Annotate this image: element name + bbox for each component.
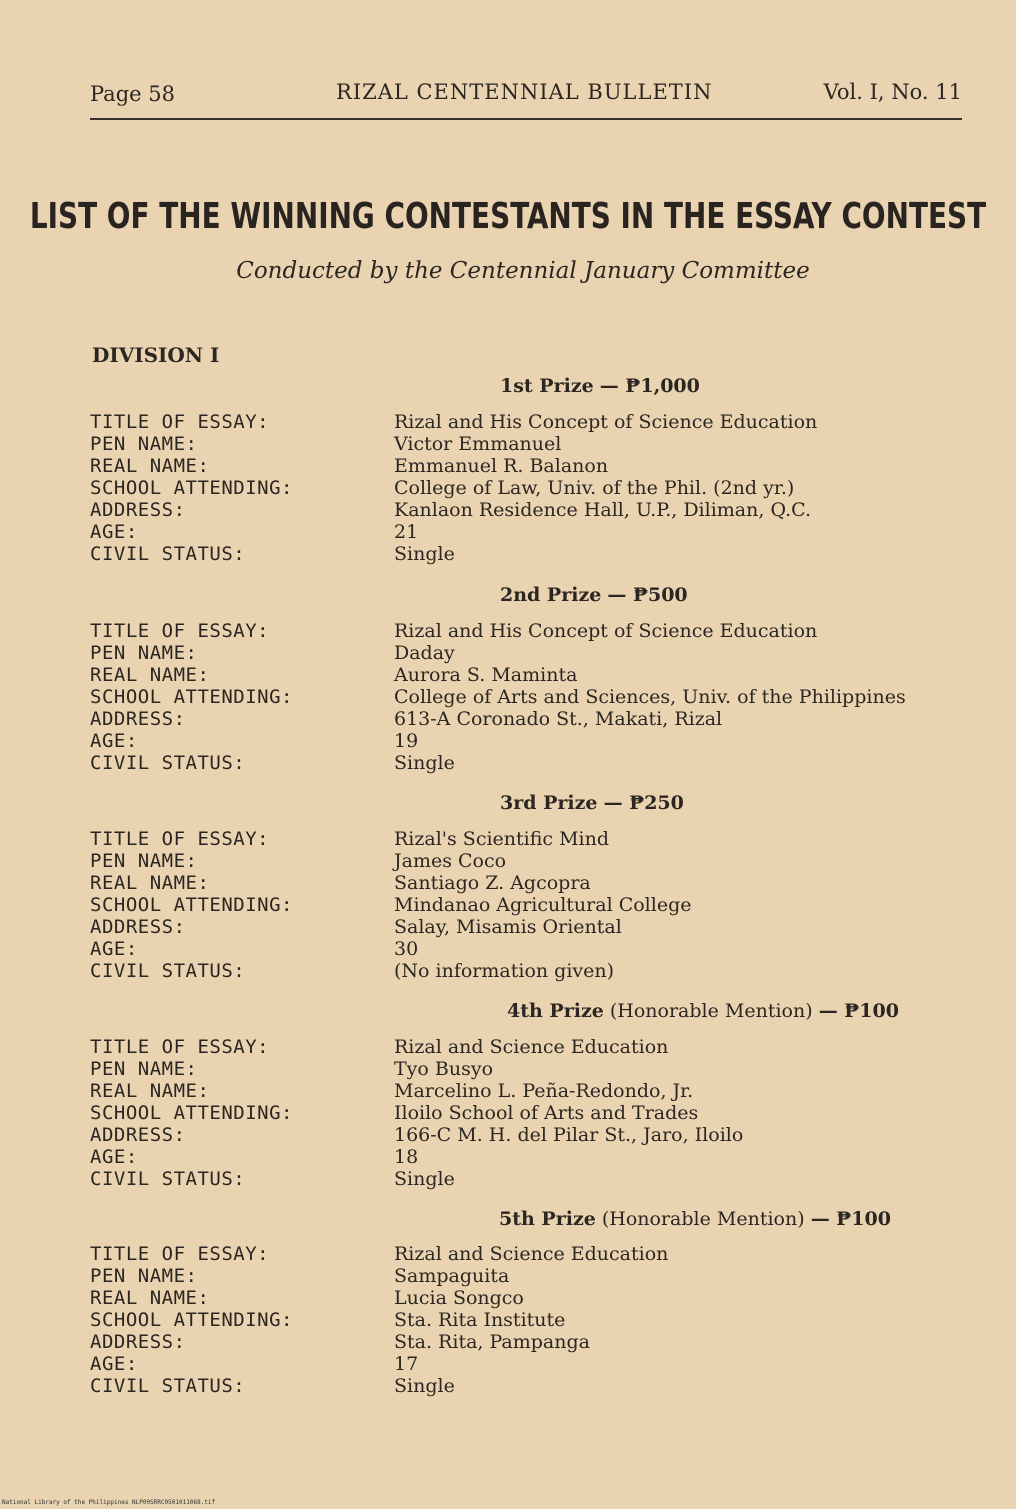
entry-row-status	[90, 543, 970, 565]
value-pen: Victor Emmanuel	[394, 433, 562, 455]
label-age: AGE:	[90, 1353, 138, 1375]
label-status: CIVIL STATUS:	[90, 543, 246, 565]
value-age: 17	[394, 1353, 419, 1375]
value-school: Sta. Rita Institute	[394, 1309, 566, 1331]
value-status: Single	[394, 1168, 455, 1190]
entry-row-real	[90, 664, 970, 686]
label-title: TITLE OF ESSAY:	[90, 1036, 270, 1058]
label-pen: PEN NAME:	[90, 1265, 198, 1287]
entry-row-title	[90, 1036, 970, 1058]
value-address: Sta. Rita, Pampanga	[394, 1331, 590, 1353]
prize-name: 1st Prize	[500, 375, 594, 397]
value-school: College of Arts and Sciences, Univ. of the Philippines	[394, 686, 906, 708]
prize-heading-2	[500, 584, 688, 606]
value-school: Iloilo School of Arts and Trades	[394, 1102, 699, 1124]
prize-mention: (Honorable Mention)	[609, 1000, 813, 1022]
label-title: TITLE OF ESSAY:	[90, 828, 270, 850]
label-address: ADDRESS:	[90, 1331, 186, 1353]
prize-amount: — ₱100	[818, 1000, 899, 1022]
value-pen: Tyo Busyo	[394, 1058, 494, 1080]
label-pen: PEN NAME:	[90, 433, 198, 455]
value-status: Single	[394, 752, 455, 774]
label-status: CIVIL STATUS:	[90, 1168, 246, 1190]
entry-row-pen	[90, 642, 970, 664]
entry-row-title	[90, 828, 970, 850]
value-status: Single	[394, 1375, 455, 1397]
entry-row-title	[90, 1243, 970, 1265]
value-title: Rizal and His Concept of Science Education	[394, 411, 818, 433]
prize-name: 3rd Prize	[500, 792, 598, 814]
entry-row-pen	[90, 1265, 970, 1287]
entry-row-pen	[90, 433, 970, 455]
winner-entry-1	[90, 411, 970, 565]
entry-row-status	[90, 1375, 970, 1397]
value-title: Rizal and Science Education	[394, 1036, 669, 1058]
prize-amount: — ₱500	[607, 584, 688, 606]
label-school: SCHOOL ATTENDING:	[90, 1102, 293, 1124]
value-address: 166-C M. H. del Pilar St., Jaro, Iloilo	[394, 1124, 744, 1146]
value-real: Marcelino L. Peña-Redondo, Jr.	[394, 1080, 694, 1102]
label-real: REAL NAME:	[90, 872, 210, 894]
scan-footer: National Library of the Philippines NLP00SRRC0501011068.tif	[2, 1499, 216, 1506]
label-school: SCHOOL ATTENDING:	[90, 686, 293, 708]
entry-row-address	[90, 499, 970, 521]
value-title: Rizal and His Concept of Science Education	[394, 620, 818, 642]
page-header	[90, 80, 962, 110]
value-address: Salay, Misamis Oriental	[394, 916, 622, 938]
value-real: Aurora S. Maminta	[394, 664, 578, 686]
entry-row-age	[90, 730, 970, 752]
page-number: Page 58	[90, 82, 175, 106]
value-title: Rizal's Scientific Mind	[394, 828, 610, 850]
label-address: ADDRESS:	[90, 916, 186, 938]
prize-heading-4	[507, 1000, 899, 1022]
value-age: 18	[394, 1146, 419, 1168]
entry-row-real	[90, 1080, 970, 1102]
entry-row-age	[90, 1353, 970, 1375]
label-title: TITLE OF ESSAY:	[90, 620, 270, 642]
label-status: CIVIL STATUS:	[90, 960, 246, 982]
entry-row-address	[90, 916, 970, 938]
prize-amount: — ₱1,000	[599, 375, 700, 397]
entry-row-title	[90, 620, 970, 642]
value-pen: James Coco	[394, 850, 507, 872]
winner-entry-2	[90, 620, 970, 774]
prize-name: 4th Prize	[507, 1000, 604, 1022]
label-pen: PEN NAME:	[90, 1058, 198, 1080]
value-school: Mindanao Agricultural College	[394, 894, 692, 916]
entry-row-status	[90, 960, 970, 982]
entry-row-real	[90, 872, 970, 894]
winner-entry-4	[90, 1036, 970, 1190]
publication-title: RIZAL CENTENNIAL BULLETIN	[336, 80, 713, 104]
page-title: LIST OF THE WINNING CONTESTANTS IN THE ESSAY CONTEST	[29, 196, 987, 238]
volume-number: Vol. I, No. 11	[823, 80, 962, 104]
header-rule	[90, 118, 962, 120]
entry-row-school	[90, 1309, 970, 1331]
page-subtitle: Conducted by the Centennial January Committee	[236, 258, 810, 284]
entry-row-school	[90, 894, 970, 916]
value-age: 21	[394, 521, 419, 543]
value-status: (No information given)	[394, 960, 615, 982]
label-status: CIVIL STATUS:	[90, 1375, 246, 1397]
entry-row-school	[90, 1102, 970, 1124]
entry-row-status	[90, 752, 970, 774]
value-title: Rizal and Science Education	[394, 1243, 669, 1265]
entry-row-address	[90, 1331, 970, 1353]
entry-row-real	[90, 1287, 970, 1309]
winner-entry-5	[90, 1243, 970, 1397]
value-pen: Daday	[394, 642, 455, 664]
entry-row-pen	[90, 1058, 970, 1080]
entry-row-status	[90, 1168, 970, 1190]
label-age: AGE:	[90, 730, 138, 752]
entry-row-school	[90, 686, 970, 708]
label-school: SCHOOL ATTENDING:	[90, 894, 293, 916]
prize-heading-1	[500, 375, 700, 397]
prize-mention: (Honorable Mention)	[601, 1208, 805, 1230]
prize-amount: — ₱250	[603, 792, 684, 814]
label-age: AGE:	[90, 521, 138, 543]
entry-row-age	[90, 938, 970, 960]
division-heading: DIVISION I	[92, 343, 220, 367]
value-age: 30	[394, 938, 419, 960]
entry-row-age	[90, 1146, 970, 1168]
label-real: REAL NAME:	[90, 664, 210, 686]
label-address: ADDRESS:	[90, 1124, 186, 1146]
label-age: AGE:	[90, 1146, 138, 1168]
value-real: Santiago Z. Agcopra	[394, 872, 591, 894]
prize-name: 5th Prize	[499, 1208, 596, 1230]
value-pen: Sampaguita	[394, 1265, 510, 1287]
entry-row-pen	[90, 850, 970, 872]
label-pen: PEN NAME:	[90, 642, 198, 664]
prize-name: 2nd Prize	[500, 584, 602, 606]
label-address: ADDRESS:	[90, 499, 186, 521]
winner-entry-3	[90, 828, 970, 982]
label-pen: PEN NAME:	[90, 850, 198, 872]
label-real: REAL NAME:	[90, 1080, 210, 1102]
label-address: ADDRESS:	[90, 708, 186, 730]
value-address: Kanlaon Residence Hall, U.P., Diliman, Q.C.	[394, 499, 812, 521]
label-real: REAL NAME:	[90, 1287, 210, 1309]
value-status: Single	[394, 543, 455, 565]
prize-heading-3	[500, 792, 684, 814]
label-title: TITLE OF ESSAY:	[90, 1243, 270, 1265]
label-title: TITLE OF ESSAY:	[90, 411, 270, 433]
label-status: CIVIL STATUS:	[90, 752, 246, 774]
label-age: AGE:	[90, 938, 138, 960]
entry-row-address	[90, 708, 970, 730]
value-age: 19	[394, 730, 419, 752]
prize-amount: — ₱100	[810, 1208, 891, 1230]
value-real: Emmanuel R. Balanon	[394, 455, 609, 477]
label-school: SCHOOL ATTENDING:	[90, 1309, 293, 1331]
label-school: SCHOOL ATTENDING:	[90, 477, 293, 499]
entry-row-real	[90, 455, 970, 477]
entry-row-age	[90, 521, 970, 543]
value-real: Lucia Songco	[394, 1287, 524, 1309]
prize-heading-5	[499, 1208, 891, 1230]
label-real: REAL NAME:	[90, 455, 210, 477]
entry-row-title	[90, 411, 970, 433]
entry-row-address	[90, 1124, 970, 1146]
value-school: College of Law, Univ. of the Phil. (2nd yr.)	[394, 477, 795, 499]
value-address: 613-A Coronado St., Makati, Rizal	[394, 708, 723, 730]
entry-row-school	[90, 477, 970, 499]
